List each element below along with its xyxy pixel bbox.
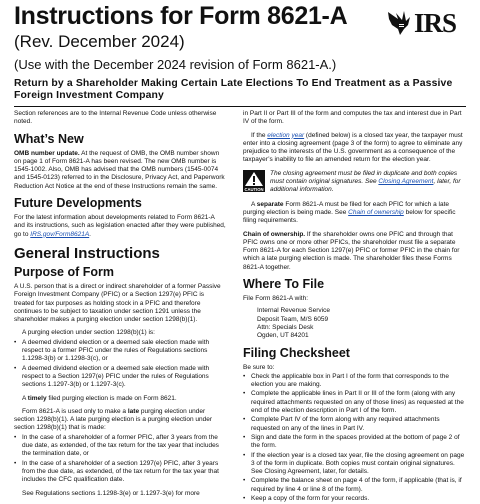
- mailing-address: [243, 307, 467, 340]
- checksheet-item: • If the election year is a closed tax year, file the closing agreement on page 3 of the form in duplicate. Both copies must contain original signatures. See Closing Agreement, later, for details.: [243, 451, 465, 476]
- purpose-paragraph-2: A purging election under section 1298(b)(1) is:: [22, 329, 155, 337]
- omb-update-paragraph: [14, 150, 226, 191]
- checksheet-item: • Complete the applicable lines in Part II or III of the form (along with any required attachments requested on any of those lines) as requested at the end of the election description in Part I of the form.: [243, 390, 464, 415]
- checksheet-item: • Complete the balance sheet on page 4 of the form, if applicable (that is, if required by line 4 or line 8 of the form).: [243, 477, 462, 493]
- purpose-bullet: • A deemed dividend election or a deemed sale election made with respect to a former PFIC under the rules of Regulations sections 1.1298-3(b) or 1.1298-3(c), or: [14, 338, 210, 363]
- where-to-file-heading: Where To File: [243, 277, 325, 292]
- header-rule: [14, 106, 466, 107]
- purpose-bullet: • A deemed dividend election or a deemed sale election made with respect to a Section 1297(e) PFIC under the rules of Regulations sections 1.1297-3(b) or 1.1297-3(c).: [14, 364, 210, 389]
- caution-label: CAUTION: [244, 186, 264, 192]
- future-developments-paragraph: For the latest information about developments related to Form 8621-A and its instructions, such as legislation enacted after they were published, go to IRS.gov/Form8621A.: [14, 214, 226, 238]
- chain-of-ownership-paragraph: Chain of ownership. If the shareholder owns one PFIC and through that PFIC owns one or more other PFICs, the shareholder must file a separate Form 8621-A for each Section 1297(e) PFIC or former PFIC in the chain for which a late purging election is made. The shareholder files these Forms 8621-A together.: [243, 230, 460, 271]
- future-developments-text: For the latest information about developments related to Form 8621-A and its instructions, such as legislation enacted after they were published, go to: [14, 214, 226, 238]
- purpose-heading: Purpose of Form: [14, 264, 115, 279]
- general-instructions-heading: General Instructions: [14, 244, 160, 262]
- separate-form-paragraph: A separate Form 8621-A must be filed for each PFIC for which a late purging election is being made. See Chain of ownership below for specific filing requirements.: [243, 200, 456, 225]
- late-election-bullet: • In the case of a shareholder of a section 1297(e) PFIC, after 3 years from the due date, as extended, of the tax return for the tax year that includes the CFC qualification date.: [14, 459, 219, 484]
- eagle-icon: [386, 9, 412, 37]
- address-line: Ogden, UT 84201: [257, 332, 309, 340]
- late-election-bullet: • In the case of a shareholder of a former PFIC, after 3 years from the due date, as extended, of the tax return for the tax year that includes the termination date, or: [14, 433, 219, 458]
- revision-date: (Rev. December 2024): [14, 32, 185, 51]
- where-to-file-intro: File Form 8621-A with:: [243, 295, 309, 303]
- address-line: Attn: Specials Desk: [257, 323, 314, 331]
- address-line: Deposit Team, M/S 6059: [257, 315, 329, 323]
- see-regulations-text: See Regulations sections 1.1298-3(e) or 1.1297-3(e) for more: [22, 489, 200, 497]
- omb-update-text: At the request of OMB, the OMB number shown on page 1 of Form 8621-A has been revised. The new OMB number is 1545-1002. Also, OMB has advised that the OMB numbers (1545-0074 and 1545-0123) referred to in the Disclosure, Privacy Act, and Paperwork Reduction Act Notice at the end of these Instructions remain the same.: [14, 149, 225, 190]
- timely-election-paragraph: A timely filed purging election is made on Form 8621.: [22, 394, 177, 402]
- right-column: [243, 110, 467, 504]
- purpose-paragraph-1: A U.S. person that is a direct or indirect shareholder of a former Passive Foreign Investment Company (PFIC) or a Section 1297(e) PFIC is treated for tax purposes as holding stock in a PFIC and therefore continues to be subject to taxation under section 1291 unless the shareholder makes a purging election under section 1298(b)(1).: [14, 282, 221, 324]
- checksheet-item: • Sign and date the form in the spaces provided at the bottom of page 2 of the form.: [243, 433, 460, 450]
- chain-of-ownership-link[interactable]: Chain of ownership: [348, 208, 404, 216]
- irs-logo: [386, 8, 468, 38]
- election-year-link[interactable]: election year: [267, 131, 305, 139]
- closing-agreement-link[interactable]: Closing Agreement: [378, 178, 434, 186]
- future-developments-heading: Future Developments: [14, 196, 142, 211]
- filing-checksheet-heading: Filing Checksheet: [243, 345, 350, 360]
- continued-text: in Part II or Part III of the form and computes the tax and interest due in Part IV of the form.: [243, 110, 462, 126]
- form-subtitle: Return by a Shareholder Making Certain Late Elections To End Treatment as a Passive Foreign Investment Company: [14, 78, 453, 101]
- intro-text: Section references are to the Internal Revenue Code unless otherwise noted.: [14, 110, 217, 126]
- caution-text: The closing agreement must be filed in duplicate and both copies must contain original signatures. See Closing Agreement, later, for additional information.: [270, 169, 461, 194]
- caution-box: [243, 170, 467, 195]
- form8621a-link[interactable]: IRS.gov/Form8621A: [30, 230, 90, 238]
- checksheet-item: • Complete Part IV of the form along with any required attachments requested on any of the lines in Part IV.: [243, 416, 440, 432]
- left-column: [14, 110, 226, 503]
- caution-icon: [243, 170, 265, 192]
- checksheet-item: • Keep a copy of the form for your records.: [243, 494, 370, 502]
- whats-new-heading: What’s New: [14, 131, 84, 146]
- usage-note: (Use with the December 2024 revision of Form 8621-A.): [14, 57, 337, 72]
- omb-update-lead: OMB number update.: [14, 149, 80, 157]
- be-sure-text: Be sure to:: [243, 363, 275, 371]
- late-election-paragraph: Form 8621-A is used only to make a late purging election under section 1298(b)(1). A late purging election is a purging election under section 1298(b)(1) that is made:: [14, 407, 213, 432]
- election-year-paragraph: If the election year (defined below) is a closed tax year, the taxpayer must enter into a closing agreement (page 3 of the form) to agree to eliminate any prejudice to the interests of the U.S. government as a consequence of the taxpayer’s inability to file an amended return for the election year.: [243, 131, 463, 164]
- page-title: Instructions for Form 8621-A: [14, 2, 348, 30]
- irs-logo-text: IRS: [414, 7, 457, 38]
- address-line: Internal Revenue Service: [257, 307, 330, 315]
- checksheet-item: • Check the applicable box in Part I of the form that corresponds to the election you are making.: [243, 372, 449, 389]
